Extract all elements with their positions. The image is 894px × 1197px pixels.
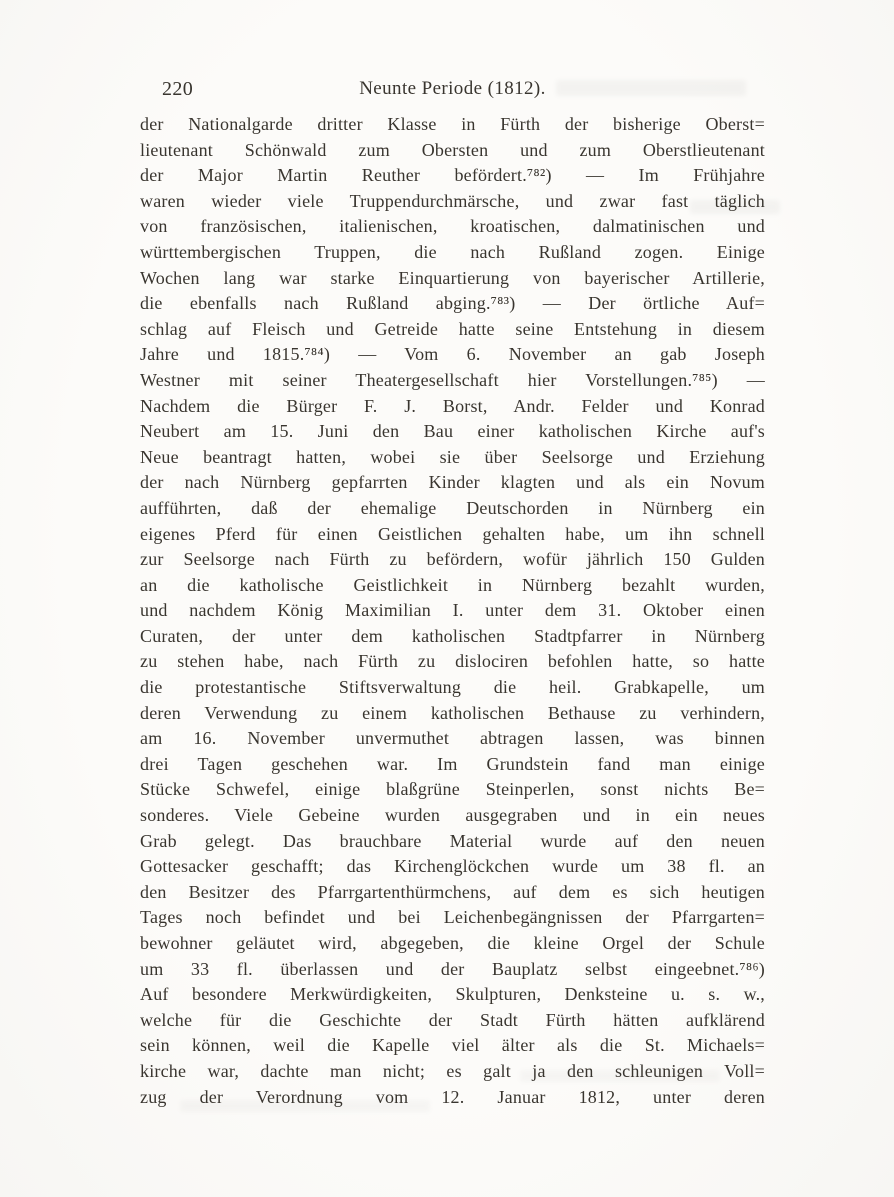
text-line: waren wieder viele Truppendurchmärsche, und zwar fast täglich <box>140 190 765 211</box>
text-line: am 16. November unvermuthet abtragen lassen, was binnen <box>140 728 765 749</box>
text-line: der Nationalgarde dritter Klasse in Fürth der bisherige Oberst= <box>140 114 765 134</box>
text-line: Grab gelegt. Das brauchbare Material wurde auf den neuen <box>140 830 765 851</box>
text-line: aufführten, daß der ehemalige Deutschorden in Nürnberg ein <box>140 497 765 518</box>
text-line: drei Tagen geschehen war. Im Grundstein fand man einige <box>140 753 765 774</box>
text-line: um 33 fl. überlassen und der Bauplatz selbst eingeebnet.⁷⁸⁶) <box>140 958 765 979</box>
text-line: die protestantische Stiftsverwaltung die heil. Grabkapelle, um <box>140 677 765 698</box>
text-line: Curaten, der unter dem katholischen Stadtpfarrer in Nürnberg <box>140 625 765 646</box>
text-line: an die katholische Geistlichkeit in Nürnberg bezahlt wurden, <box>140 574 765 595</box>
text-line: bewohner geläutet wird, abgegeben, die kleine Orgel der Schule <box>140 933 765 953</box>
text-line: und nachdem König Maximilian I. unter dem 31. Oktober einen <box>140 600 765 621</box>
text-line: Nachdem die Bürger F. J. Borst, Andr. Felder und Konrad <box>140 395 765 416</box>
text-line: der Major Martin Reuther befördert.⁷⁸²) — Im Frühjahre <box>140 165 765 186</box>
text-line: deren Verwendung zu einem katholischen Bethause zu verhindern, <box>140 702 765 723</box>
page-header <box>140 76 765 102</box>
text-line: Neubert am 15. Juni den Bau einer katholischen Kirche auf's <box>140 421 765 442</box>
text-line: württembergischen Truppen, die nach Rußland zogen. Einige <box>140 241 765 262</box>
text-line: schlag auf Fleisch und Getreide hatte seine Entstehung in diesem <box>140 318 765 339</box>
text-line: die ebenfalls nach Rußland abging.⁷⁸³) — Der örtliche Auf= <box>140 293 765 314</box>
text-line: Westner mit seiner Theatergesellschaft hier Vorstellungen.⁷⁸⁵) — <box>140 369 765 390</box>
text-line: der nach Nürnberg gepfarrten Kinder klagten und als ein Novum <box>140 472 765 493</box>
text-line: sein können, weil die Kapelle viel älter als die St. Michaels= <box>140 1035 765 1056</box>
text-line: Jahre und 1815.⁷⁸⁴) — Vom 6. November an gab Joseph <box>140 344 765 365</box>
text-line: Auf besondere Merkwürdigkeiten, Skulpturen, Denksteine u. s. w., <box>140 984 765 1005</box>
text-line: eigenes Pferd für einen Geistlichen gehalten habe, um ihn schnell <box>140 523 765 544</box>
text-line: zu stehen habe, nach Fürth zu dislociren befohlen hatte, so hatte <box>140 651 765 672</box>
text-line: Gottesacker geschafft; das Kirchenglöckchen wurde um 38 fl. an <box>140 856 765 877</box>
text-line: Wochen lang war starke Einquartierung von bayerischer Artillerie, <box>140 267 765 288</box>
running-title: Neunte Periode (1812). <box>359 78 546 99</box>
text-line: zur Seelsorge nach Fürth zu befördern, wofür jährlich 150 Gulden <box>140 549 765 570</box>
text-line: den Besitzer des Pfarrgartenthürmchens, auf dem es sich heutigen <box>140 881 765 902</box>
text-line: Neue beantragt hatten, wobei sie über Seelsorge und Erziehung <box>140 446 765 467</box>
text-line: lieutenant Schönwald zum Obersten und zum Oberstlieutenant <box>140 139 765 160</box>
text-line: von französischen, italienischen, kroatischen, dalmatinischen und <box>140 216 765 237</box>
text-line: sonderes. Viele Gebeine wurden ausgegraben und in ein neues <box>140 805 765 826</box>
page-number: 220 <box>162 78 194 100</box>
page-body-text <box>140 112 765 1110</box>
text-line: kirche war, dachte man nicht; es galt ja den schleunigen Voll= <box>140 1060 765 1081</box>
text-line: Stücke Schwefel, einige blaßgrüne Steinperlen, sonst nichts Be= <box>140 779 765 800</box>
text-line: zug der Verordnung vom 12. Januar 1812, unter deren <box>140 1086 765 1107</box>
text-line: Tages noch befindet und bei Leichenbegängnissen der Pfarrgarten= <box>140 907 765 928</box>
text-line: welche für die Geschichte der Stadt Fürth hätten aufklärend <box>140 1009 765 1030</box>
